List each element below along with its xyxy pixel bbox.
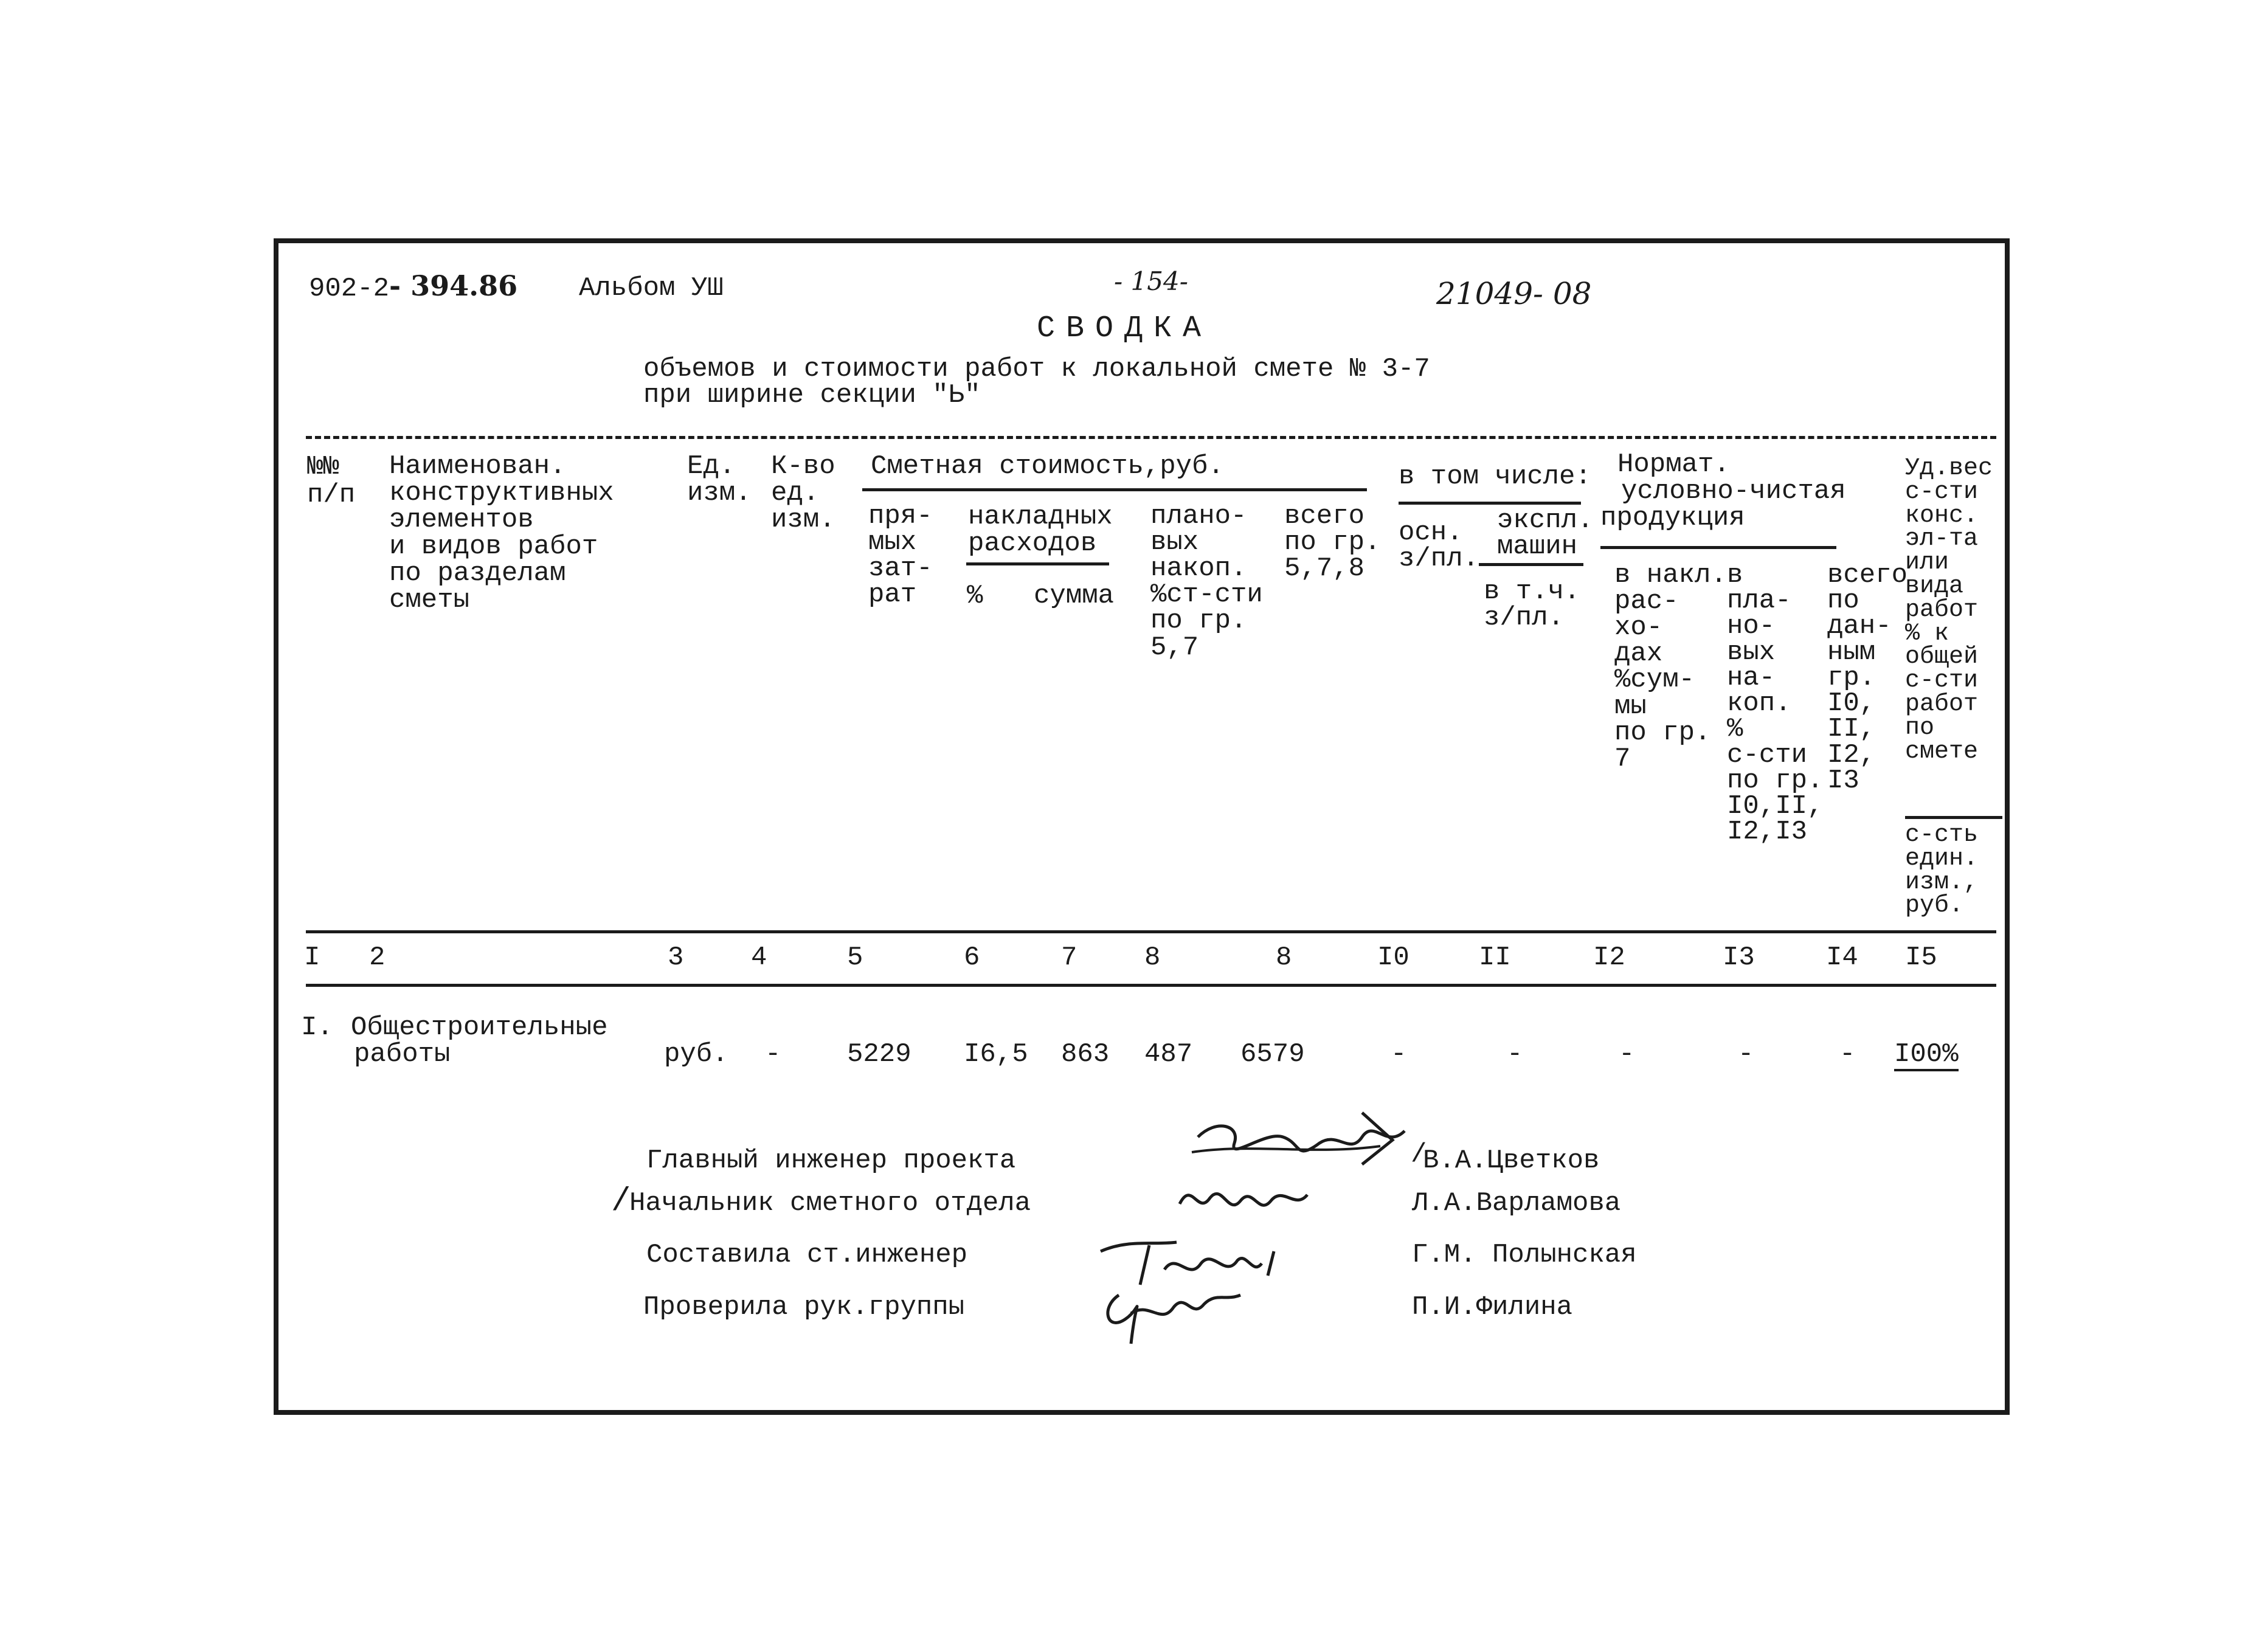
header-norm-group: Нормат. условно-чистая продукция <box>1600 449 1846 533</box>
colnum-5: 5 <box>847 942 863 973</box>
header-col2: Наименован. конструктивных элементов и видов работ по разделам сметы <box>389 451 614 615</box>
header-col5: пря- мых зат- рат <box>868 501 933 610</box>
row-name: Общестроительные работы <box>351 1012 608 1070</box>
row-base-wage: - <box>1391 1039 1407 1070</box>
colnum-3: 3 <box>668 942 684 973</box>
row-share: I00% <box>1894 1041 1959 1071</box>
sig-name-2: Л.А.Варламова <box>1412 1188 1621 1218</box>
sig-role-1: Главный инженер проекта <box>646 1146 1016 1176</box>
signature-scribble-2 <box>1174 1173 1326 1228</box>
sig-role-2: Начальник сметного отдела <box>629 1188 1031 1218</box>
row-norm-total: - <box>1839 1039 1856 1070</box>
header-col11-group: экспл. машин <box>1497 505 1594 562</box>
sig-mark-1: / <box>1411 1139 1427 1170</box>
colnum-8a: 8 <box>1144 942 1161 973</box>
colnum-14: I4 <box>1826 942 1858 973</box>
colnum-4: 4 <box>751 942 767 973</box>
header-col10: осн. з/пл. <box>1399 517 1479 575</box>
signature-scribble-4 <box>1095 1277 1253 1350</box>
sig-role-3: Составила ст.инженер <box>646 1240 968 1270</box>
numbers-bottom-rule <box>306 984 1996 987</box>
page-number: - 154- <box>1114 266 1188 296</box>
colnum-12: I2 <box>1593 942 1625 973</box>
header-col4: К-во ед. изм. <box>771 451 835 535</box>
row-norm-overhead: - <box>1619 1039 1635 1070</box>
header-col9: всего по гр. 5,7,8 <box>1284 501 1381 584</box>
header-vtom-group: в том числе: <box>1399 461 1591 492</box>
row-direct-costs: 5229 <box>847 1039 911 1070</box>
row-overhead-pct: I6,5 <box>964 1039 1028 1070</box>
sig-name-3: Г.М. Полынская <box>1412 1240 1637 1270</box>
header-col8: плано- вых накоп. %ст-сти по гр. 5,7 <box>1150 501 1263 663</box>
signature-scribble-1 <box>1180 1094 1423 1186</box>
row-unit: руб. <box>664 1039 728 1070</box>
header-col11: в т.ч. з/пл. <box>1484 576 1580 634</box>
header-col3: Ед. изм. <box>687 451 752 508</box>
row-overhead-sum: 863 <box>1061 1039 1110 1070</box>
vtom-group-rule <box>1399 502 1581 505</box>
sig-name-1: В.А.Цветков <box>1423 1146 1600 1176</box>
colnum-15: I5 <box>1905 942 1937 973</box>
header-bottom-rule <box>306 930 1996 933</box>
header-col13: в пла- но- вых на- коп. % с-сти по гр. I0,II, I2,I3 <box>1727 560 1824 848</box>
header-col7: сумма <box>1034 581 1115 611</box>
doc-number: 21049- 08 <box>1436 276 1592 311</box>
colnum-10: I0 <box>1377 942 1409 973</box>
smeta-group-rule <box>862 488 1367 491</box>
norm-group-rule <box>1600 546 1836 549</box>
row-qty: - <box>765 1039 781 1070</box>
header-col12: в накл. рас- хо- дах %сум- мы по гр. 7 <box>1614 560 1727 774</box>
subtitle-line1: объемов и стоимости работ к локальной смете № 3-7 <box>643 354 1430 384</box>
row-norm-planned: - <box>1738 1039 1754 1070</box>
table-top-rule <box>306 436 1996 439</box>
album-label: Альбом УШ <box>579 273 724 303</box>
colnum-7: 7 <box>1061 942 1077 973</box>
subtitle-line2: при ширине секции "Ь" <box>643 380 981 410</box>
machines-rule <box>1479 563 1583 566</box>
header-nakl-group: накладных расходов <box>968 502 1113 559</box>
colnum-1: I <box>304 942 320 973</box>
sig-mark-2: / <box>611 1183 631 1220</box>
header-col6: % <box>967 581 983 611</box>
header-col1: №№ п/п <box>307 452 356 511</box>
colnum-11: II <box>1479 942 1511 973</box>
row-total: 6579 <box>1240 1039 1305 1070</box>
nakl-rule <box>966 562 1109 565</box>
sig-name-4: П.И.Филина <box>1412 1292 1573 1322</box>
doc-code: 902-2- 394.86 <box>309 269 518 304</box>
sig-role-4: Проверила рук.группы <box>643 1292 965 1322</box>
row-number: I. <box>301 1012 333 1043</box>
colnum-13: I3 <box>1723 942 1755 973</box>
colnum-8b: 8 <box>1276 942 1292 973</box>
header-col15-bottom: с-сть един. изм., руб. <box>1905 821 1979 920</box>
header-col14: всего по дан- ным гр. I0, II, I2, I3 <box>1827 560 1908 796</box>
header-col15-top: Уд.вес с-сти конс. эл-та или вида работ % к общей с-сти работ по смете <box>1905 455 1993 766</box>
row-planned-accum: 487 <box>1144 1039 1193 1070</box>
colnum-2: 2 <box>369 942 386 973</box>
header-smeta-group: Сметная стоимость,руб. <box>871 451 1224 482</box>
colnum-6: 6 <box>964 942 980 973</box>
col15-divider <box>1905 816 2002 819</box>
row-machine-wage: - <box>1507 1039 1523 1070</box>
page-title: СВОДКА <box>1037 311 1212 346</box>
